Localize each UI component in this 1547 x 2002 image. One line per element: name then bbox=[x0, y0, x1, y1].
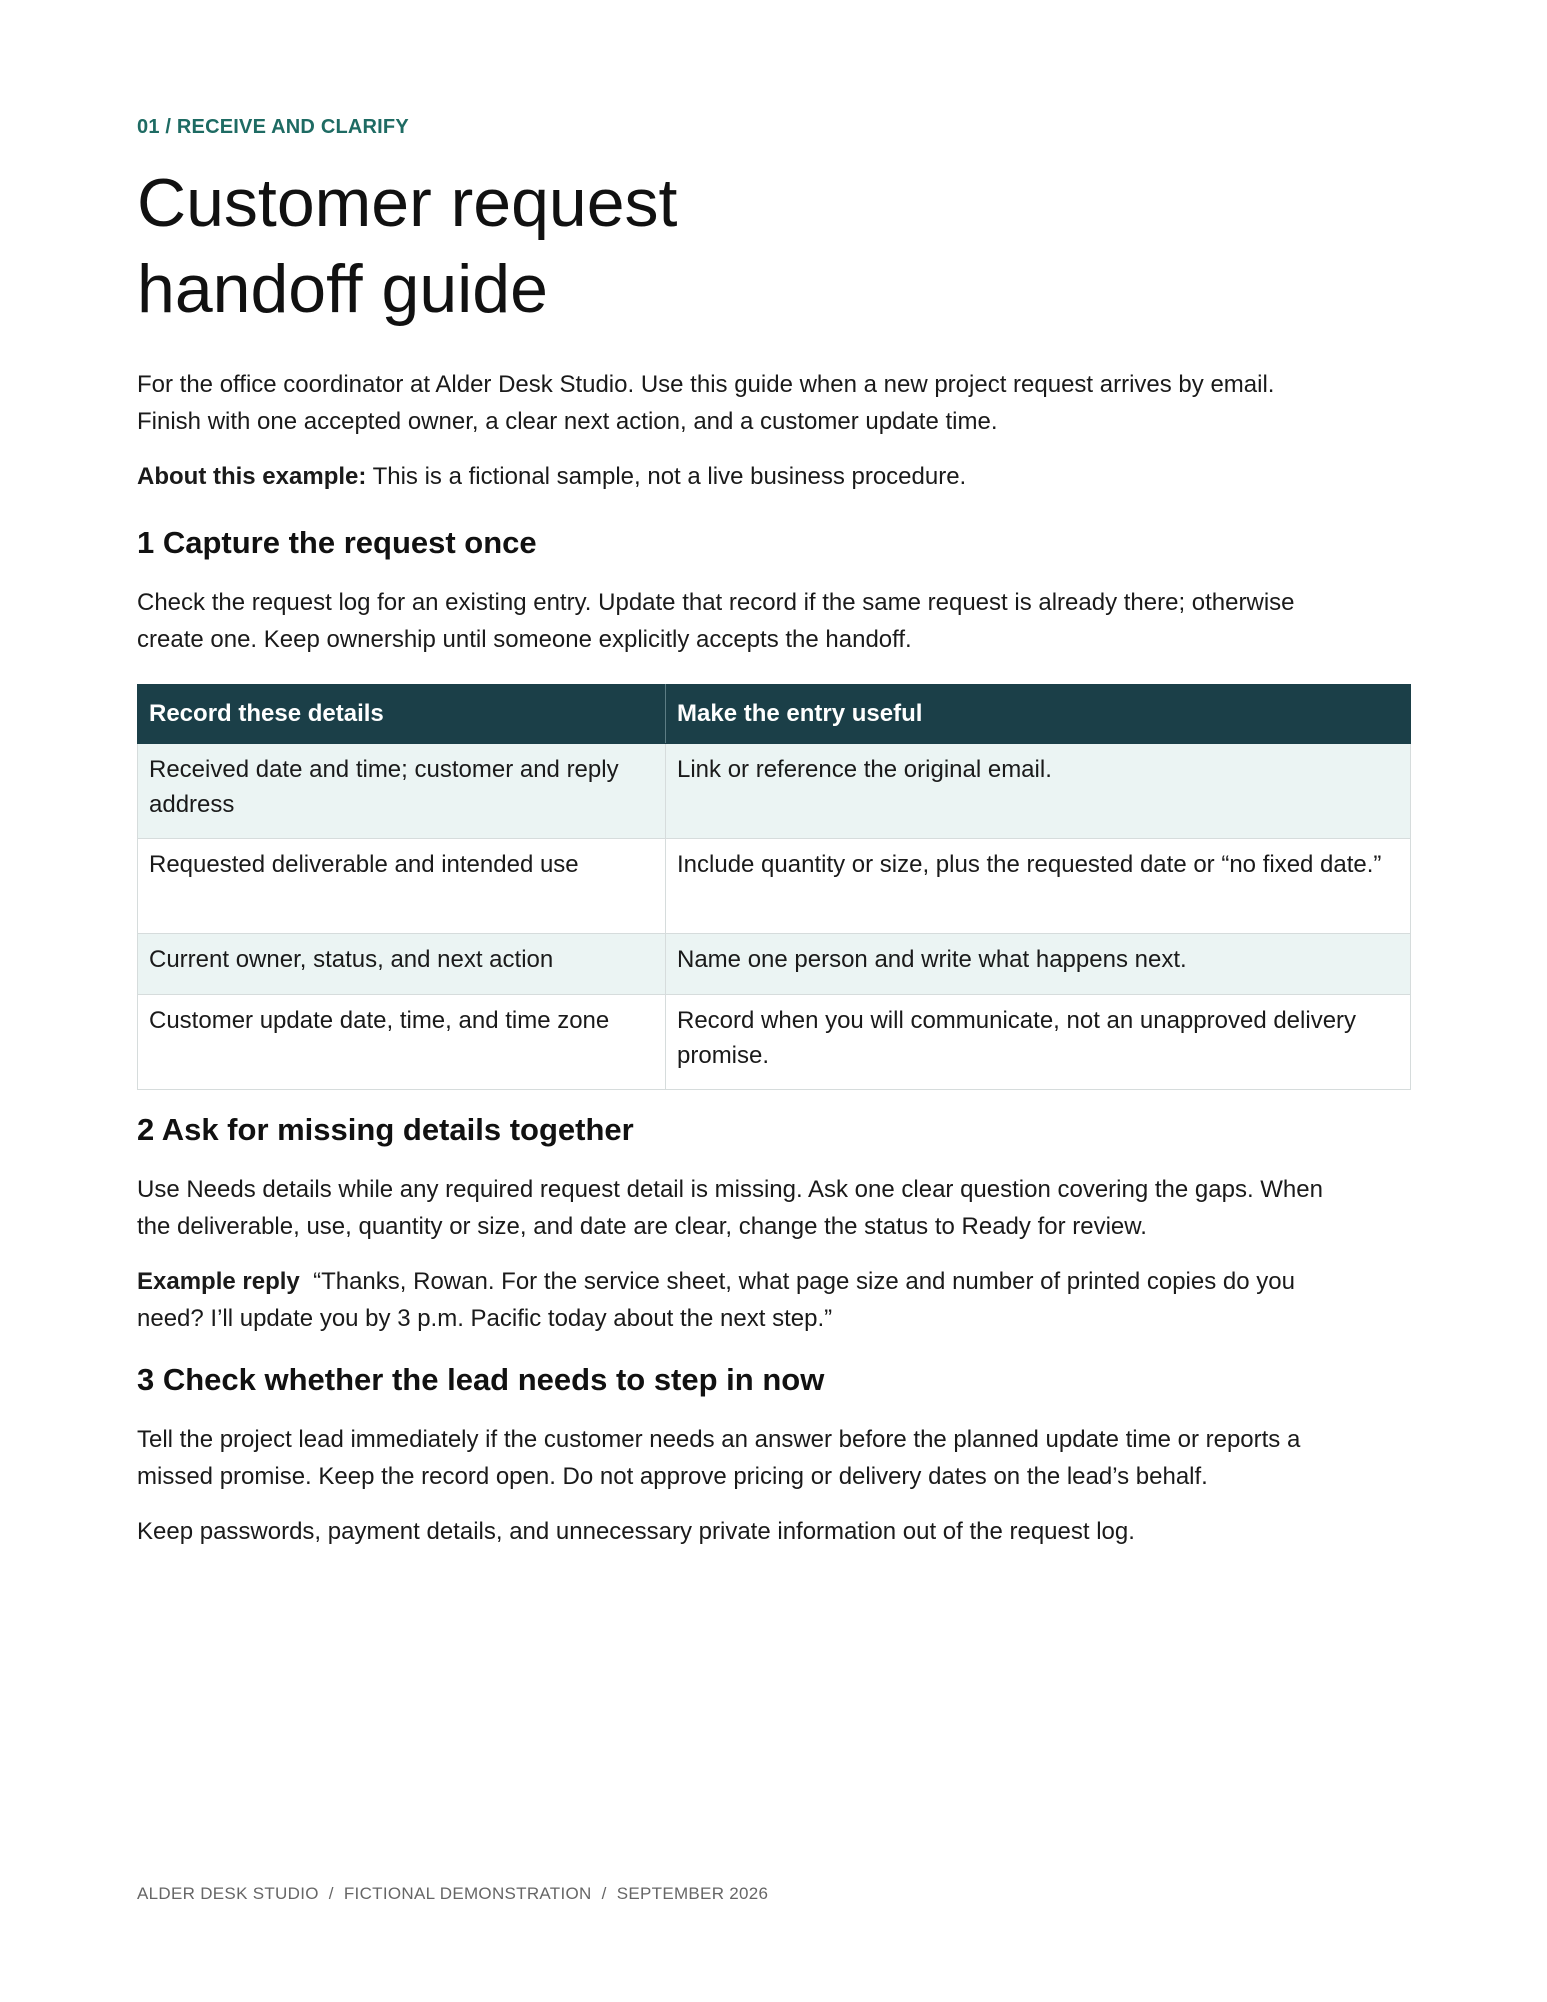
page-title-line-2: handoff guide bbox=[137, 251, 548, 327]
table-header-useful: Make the entry useful bbox=[666, 685, 1411, 744]
section-2-line-1: Use Needs details while any required request detail is missing. Ask one clear question covering the gaps. When bbox=[137, 1176, 1323, 1203]
table-header-row bbox=[138, 685, 1411, 744]
section-3-paragraph bbox=[137, 1421, 1411, 1495]
table-cell: Link or reference the original email. bbox=[666, 744, 1411, 839]
section-3-line-2: missed promise. Keep the record open. Do not approve pricing or delivery dates on the lead’s behalf. bbox=[137, 1463, 1208, 1490]
example-reply-label: Example reply bbox=[137, 1268, 300, 1295]
section-2-paragraph bbox=[137, 1171, 1411, 1245]
section-3-heading: 3 Check whether the lead needs to step in now bbox=[137, 1362, 825, 1397]
section-eyebrow: 01 / RECEIVE AND CLARIFY bbox=[137, 116, 409, 138]
section-3-line-1: Tell the project lead immediately if the customer needs an answer before the planned update time or reports a bbox=[137, 1426, 1301, 1453]
intro-line-2: Finish with one accepted owner, a clear next action, and a customer update time. bbox=[137, 408, 998, 435]
table-cell: Requested deliverable and intended use bbox=[138, 839, 666, 934]
table-row bbox=[138, 995, 1411, 1090]
table-header-record: Record these details bbox=[138, 685, 666, 744]
about-text: This is a fictional sample, not a live business procedure. bbox=[366, 463, 967, 490]
example-reply-line-2: need? I’ll update you by 3 p.m. Pacific today about the next step.” bbox=[137, 1305, 833, 1332]
section-1-heading: 1 Capture the request once bbox=[137, 525, 537, 560]
page-footer: ALDER DESK STUDIO / FICTIONAL DEMONSTRATION / SEPTEMBER 2026 bbox=[137, 1884, 769, 1903]
table-row bbox=[138, 934, 1411, 995]
privacy-note: Keep passwords, payment details, and unnecessary private information out of the request log. bbox=[137, 1518, 1135, 1545]
section-1-line-1: Check the request log for an existing entry. Update that record if the same request is already there; otherwise bbox=[137, 589, 1295, 616]
about-label: About this example: bbox=[137, 463, 367, 490]
table-cell: Include quantity or size, plus the requested date or “no fixed date.” bbox=[666, 839, 1411, 934]
table-cell: Record when you will communicate, not an unapproved delivery promise. bbox=[666, 995, 1411, 1090]
page-title bbox=[137, 160, 937, 332]
page-title-line-1: Customer request bbox=[137, 165, 678, 241]
table-row bbox=[138, 839, 1411, 934]
table-cell: Received date and time; customer and reply address bbox=[138, 744, 666, 839]
example-reply bbox=[137, 1263, 1411, 1337]
table-row bbox=[138, 744, 1411, 839]
section-2-line-2: the deliverable, use, quantity or size, and date are clear, change the status to Ready for review. bbox=[137, 1213, 1147, 1240]
intro-line-1: For the office coordinator at Alder Desk Studio. Use this guide when a new project request arrives by email. bbox=[137, 371, 1275, 398]
section-1-line-2: create one. Keep ownership until someone explicitly accepts the handoff. bbox=[137, 626, 912, 653]
table-cell: Name one person and write what happens next. bbox=[666, 934, 1411, 995]
table-cell: Customer update date, time, and time zone bbox=[138, 995, 666, 1090]
section-2-heading: 2 Ask for missing details together bbox=[137, 1112, 634, 1147]
section-1-paragraph bbox=[137, 584, 1411, 658]
table-cell: Current owner, status, and next action bbox=[138, 934, 666, 995]
example-reply-line-1: “Thanks, Rowan. For the service sheet, what page size and number of printed copies do you bbox=[299, 1268, 1295, 1295]
intro-paragraph bbox=[137, 366, 1411, 440]
request-details-table bbox=[137, 684, 1411, 1090]
about-note bbox=[137, 458, 1411, 495]
